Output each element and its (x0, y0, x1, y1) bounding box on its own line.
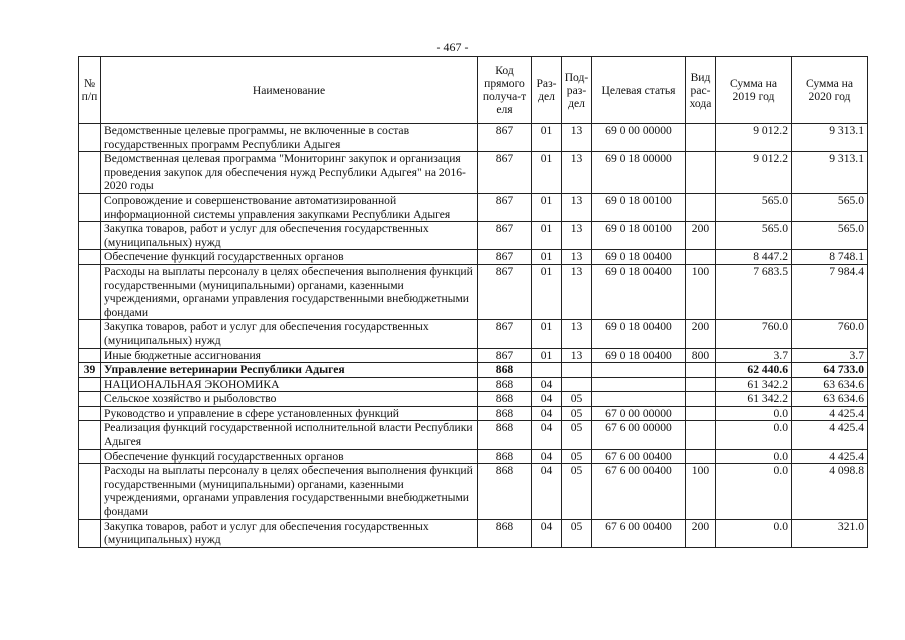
table-row (79, 363, 868, 378)
cell-code: 868 (478, 421, 532, 449)
cell-sum-2020: 4 425.4 (792, 449, 868, 464)
cell-name: Расходы на выплаты персоналу в целях обеспечения выполнения функций государственными (муниципальными) органами, казенными учреждениями, органами управления государственными внебюджетными фондами (101, 264, 478, 319)
cell-sum-2020: 760.0 (792, 320, 868, 348)
cell-name: Закупка товаров, работ и услуг для обеспечения государственных (муниципальных) нужд (101, 519, 478, 547)
cell-target: 69 0 18 00400 (592, 250, 686, 265)
cell-sum-2019: 0.0 (716, 421, 792, 449)
cell-expense (686, 392, 716, 407)
cell-section: 01 (532, 348, 562, 363)
cell-section: 01 (532, 264, 562, 319)
page-number: - 467 - (436, 40, 469, 54)
cell-subsection: 05 (562, 464, 592, 519)
table-row (79, 124, 868, 152)
cell-sum-2019: 61 342.2 (716, 377, 792, 392)
cell-sum-2020: 565.0 (792, 222, 868, 250)
cell-section: 04 (532, 406, 562, 421)
cell-target: 69 0 18 00400 (592, 348, 686, 363)
cell-expense (686, 377, 716, 392)
cell-expense (686, 449, 716, 464)
cell-sum-2020: 64 733.0 (792, 363, 868, 378)
cell-sum-2019: 9 012.2 (716, 124, 792, 152)
cell-sum-2019: 760.0 (716, 320, 792, 348)
cell-target (592, 392, 686, 407)
cell-sum-2020: 7 984.4 (792, 264, 868, 319)
table-row (79, 421, 868, 449)
header-name: Наименование (101, 57, 478, 124)
cell-subsection: 13 (562, 250, 592, 265)
cell-section: 04 (532, 449, 562, 464)
cell-sum-2020: 63 634.6 (792, 377, 868, 392)
table-header-row (79, 57, 868, 124)
table-row (79, 406, 868, 421)
cell-section: 01 (532, 152, 562, 194)
cell-sum-2019: 3.7 (716, 348, 792, 363)
cell-code: 867 (478, 348, 532, 363)
cell-code: 867 (478, 250, 532, 265)
table-row (79, 464, 868, 519)
cell-sum-2019: 0.0 (716, 449, 792, 464)
cell-subsection: 05 (562, 392, 592, 407)
header-code: Код прямого получа-т еля (478, 57, 532, 124)
table-row (79, 519, 868, 547)
cell-target: 67 6 00 00000 (592, 421, 686, 449)
cell-section: 01 (532, 222, 562, 250)
cell-num (79, 264, 101, 319)
table-row (79, 377, 868, 392)
cell-target: 69 0 00 00000 (592, 124, 686, 152)
cell-code: 867 (478, 222, 532, 250)
header-num: № п/п (79, 57, 101, 124)
cell-sum-2019: 0.0 (716, 464, 792, 519)
cell-section (532, 363, 562, 378)
cell-target: 67 6 00 00400 (592, 519, 686, 547)
cell-target: 69 0 18 00400 (592, 264, 686, 319)
cell-sum-2020: 4 425.4 (792, 406, 868, 421)
budget-table (78, 56, 868, 548)
cell-code: 868 (478, 363, 532, 378)
cell-target: 69 0 18 00000 (592, 152, 686, 194)
cell-subsection (562, 377, 592, 392)
cell-expense (686, 421, 716, 449)
header-section: Раз-дел (532, 57, 562, 124)
cell-name: Расходы на выплаты персоналу в целях обеспечения выполнения функций государственными (муниципальными) органами, казенными учреждениями, органами управления государственными внебюджетными фондами (101, 464, 478, 519)
cell-subsection: 05 (562, 421, 592, 449)
cell-section: 04 (532, 519, 562, 547)
cell-name: НАЦИОНАЛЬНАЯ ЭКОНОМИКА (101, 377, 478, 392)
cell-num (79, 124, 101, 152)
cell-num (79, 519, 101, 547)
cell-code: 867 (478, 320, 532, 348)
header-subsection: Под-раз-дел (562, 57, 592, 124)
cell-name: Обеспечение функций государственных органов (101, 449, 478, 464)
cell-num (79, 250, 101, 265)
cell-section: 04 (532, 377, 562, 392)
cell-num (79, 152, 101, 194)
cell-code: 868 (478, 464, 532, 519)
cell-section: 01 (532, 250, 562, 265)
cell-expense (686, 124, 716, 152)
cell-sum-2020: 3.7 (792, 348, 868, 363)
cell-target: 67 0 00 00000 (592, 406, 686, 421)
cell-sum-2019: 7 683.5 (716, 264, 792, 319)
cell-sum-2020: 9 313.1 (792, 124, 868, 152)
cell-sum-2019: 565.0 (716, 193, 792, 221)
cell-expense: 100 (686, 464, 716, 519)
cell-name: Руководство и управление в сфере установленных функций (101, 406, 478, 421)
cell-num (79, 449, 101, 464)
cell-expense: 200 (686, 320, 716, 348)
cell-code: 868 (478, 449, 532, 464)
header-target: Целевая статья (592, 57, 686, 124)
cell-num (79, 222, 101, 250)
cell-section: 04 (532, 392, 562, 407)
cell-sum-2019: 0.0 (716, 519, 792, 547)
cell-section: 01 (532, 124, 562, 152)
cell-target (592, 363, 686, 378)
cell-subsection (562, 363, 592, 378)
cell-name: Ведомственная целевая программа "Мониторинг закупок и организация проведения закупок для обеспечения нужд Республики Адыгея" на 2016-2020 годы (101, 152, 478, 194)
cell-name: Управление ветеринарии Республики Адыгея (101, 363, 478, 378)
cell-num (79, 193, 101, 221)
cell-expense (686, 152, 716, 194)
cell-subsection: 13 (562, 124, 592, 152)
cell-sum-2019: 8 447.2 (716, 250, 792, 265)
cell-code: 868 (478, 406, 532, 421)
cell-subsection: 13 (562, 152, 592, 194)
table-row (79, 392, 868, 407)
cell-sum-2020: 63 634.6 (792, 392, 868, 407)
cell-code: 867 (478, 193, 532, 221)
header-sum-2019: Сумма на 2019 год (716, 57, 792, 124)
cell-section: 01 (532, 193, 562, 221)
cell-subsection: 05 (562, 406, 592, 421)
cell-expense: 200 (686, 519, 716, 547)
cell-sum-2020: 4 425.4 (792, 421, 868, 449)
cell-subsection: 13 (562, 264, 592, 319)
cell-num (79, 392, 101, 407)
table-row (79, 264, 868, 319)
header-expense: Вид рас-хода (686, 57, 716, 124)
cell-subsection: 13 (562, 320, 592, 348)
cell-name: Обеспечение функций государственных органов (101, 250, 478, 265)
cell-expense (686, 363, 716, 378)
cell-section: 04 (532, 421, 562, 449)
cell-subsection: 13 (562, 348, 592, 363)
cell-name: Реализация функций государственной исполнительной власти Республики Адыгея (101, 421, 478, 449)
cell-sum-2020: 9 313.1 (792, 152, 868, 194)
cell-sum-2020: 4 098.8 (792, 464, 868, 519)
cell-num (79, 320, 101, 348)
cell-sum-2019: 0.0 (716, 406, 792, 421)
cell-subsection: 05 (562, 519, 592, 547)
table-row (79, 320, 868, 348)
cell-target (592, 377, 686, 392)
cell-name: Закупка товаров, работ и услуг для обеспечения государственных (муниципальных) нужд (101, 320, 478, 348)
cell-sum-2019: 61 342.2 (716, 392, 792, 407)
cell-code: 867 (478, 152, 532, 194)
cell-code: 868 (478, 392, 532, 407)
cell-name: Закупка товаров, работ и услуг для обеспечения государственных (муниципальных) нужд (101, 222, 478, 250)
cell-expense: 100 (686, 264, 716, 319)
cell-expense (686, 406, 716, 421)
cell-sum-2019: 62 440.6 (716, 363, 792, 378)
table-row (79, 449, 868, 464)
cell-code: 867 (478, 264, 532, 319)
cell-subsection: 05 (562, 449, 592, 464)
cell-code: 868 (478, 377, 532, 392)
cell-num (79, 377, 101, 392)
header-sum-2020: Сумма на 2020 год (792, 57, 868, 124)
cell-sum-2020: 565.0 (792, 193, 868, 221)
cell-target: 67 6 00 00400 (592, 449, 686, 464)
cell-code: 868 (478, 519, 532, 547)
cell-section: 04 (532, 464, 562, 519)
table-row (79, 152, 868, 194)
cell-num (79, 421, 101, 449)
cell-subsection: 13 (562, 193, 592, 221)
cell-num (79, 406, 101, 421)
cell-sum-2019: 9 012.2 (716, 152, 792, 194)
cell-num: 39 (79, 363, 101, 378)
cell-name: Сельское хозяйство и рыболовство (101, 392, 478, 407)
cell-sum-2020: 321.0 (792, 519, 868, 547)
cell-target: 69 0 18 00100 (592, 193, 686, 221)
cell-num (79, 348, 101, 363)
table-row (79, 222, 868, 250)
table-row (79, 193, 868, 221)
cell-target: 69 0 18 00400 (592, 320, 686, 348)
cell-code: 867 (478, 124, 532, 152)
cell-name: Иные бюджетные ассигнования (101, 348, 478, 363)
table-body (79, 124, 868, 548)
cell-name: Сопровождение и совершенствование автоматизированной информационной системы управления закупками Республики Адыгея (101, 193, 478, 221)
cell-name: Ведомственные целевые программы, не включенные в состав государственных программ Республики Адыгея (101, 124, 478, 152)
table-row (79, 250, 868, 265)
cell-target: 69 0 18 00100 (592, 222, 686, 250)
cell-section: 01 (532, 320, 562, 348)
cell-sum-2019: 565.0 (716, 222, 792, 250)
cell-subsection: 13 (562, 222, 592, 250)
table-row (79, 348, 868, 363)
cell-sum-2020: 8 748.1 (792, 250, 868, 265)
cell-expense: 800 (686, 348, 716, 363)
cell-target: 67 6 00 00400 (592, 464, 686, 519)
cell-expense (686, 250, 716, 265)
cell-num (79, 464, 101, 519)
cell-expense (686, 193, 716, 221)
cell-expense: 200 (686, 222, 716, 250)
